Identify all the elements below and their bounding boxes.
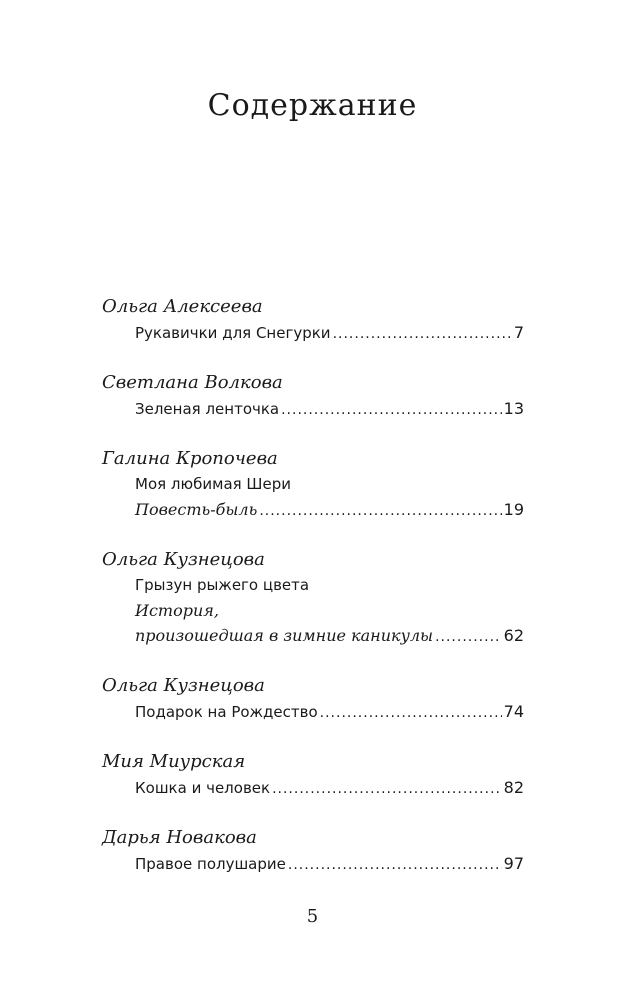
toc-line[interactable] — [135, 396, 524, 421]
page-number: 5 — [306, 906, 319, 927]
toc-entry — [102, 445, 524, 522]
toc-line[interactable] — [135, 598, 524, 623]
dot-leader — [333, 321, 512, 347]
toc-line[interactable] — [135, 775, 524, 800]
toc-title: Кошка и человек — [135, 779, 271, 797]
toc-author: Галина Кропочева — [102, 448, 278, 469]
toc-line[interactable] — [135, 699, 524, 724]
toc-author: Мия Миурская — [102, 751, 246, 772]
toc-title: Моя любимая Шери — [135, 475, 291, 493]
table-of-contents — [102, 293, 524, 900]
dot-leader — [272, 776, 502, 802]
toc-entry — [102, 546, 524, 648]
toc-author: Светлана Волкова — [102, 372, 283, 393]
dot-leader — [320, 700, 502, 726]
toc-page-number: 7 — [513, 323, 524, 342]
toc-subtitle: Повесть-быль — [135, 500, 258, 519]
dot-leader — [259, 497, 501, 524]
dot-leader — [281, 397, 502, 423]
toc-title: Зеленая ленточка — [135, 400, 280, 418]
toc-page-number: 82 — [503, 778, 524, 797]
toc-page-number: 19 — [503, 500, 524, 519]
page-title: Содержание — [207, 88, 418, 123]
dot-leader — [435, 623, 502, 650]
toc-author: Дарья Новакова — [102, 827, 257, 848]
toc-line[interactable] — [135, 623, 524, 648]
dot-leader — [288, 852, 502, 878]
toc-line[interactable] — [135, 472, 524, 497]
toc-line[interactable] — [135, 573, 524, 598]
toc-title: Правое полушарие — [135, 855, 286, 873]
toc-entry — [102, 824, 524, 876]
toc-line[interactable] — [135, 497, 524, 522]
toc-subtitle: произошедшая в зимние каникулы — [135, 626, 434, 645]
toc-page-number: 74 — [503, 702, 524, 721]
toc-title: Подарок на Рождество — [135, 703, 318, 721]
toc-entry — [102, 369, 524, 421]
toc-page-number: 97 — [503, 854, 524, 873]
toc-page-number: 13 — [503, 399, 524, 418]
toc-title: Рукавички для Снегурки — [135, 324, 331, 342]
toc-title: Грызун рыжего цвета — [135, 576, 310, 594]
toc-subtitle: История, — [135, 601, 219, 620]
toc-entry — [102, 748, 524, 800]
toc-author: Ольга Кузнецова — [102, 675, 265, 696]
toc-entry — [102, 293, 524, 345]
toc-line[interactable] — [135, 320, 524, 345]
toc-page-number: 62 — [503, 626, 524, 645]
toc-author: Ольга Кузнецова — [102, 549, 265, 570]
toc-author: Ольга Алексеева — [102, 296, 263, 317]
toc-line[interactable] — [135, 851, 524, 876]
toc-entry — [102, 672, 524, 724]
